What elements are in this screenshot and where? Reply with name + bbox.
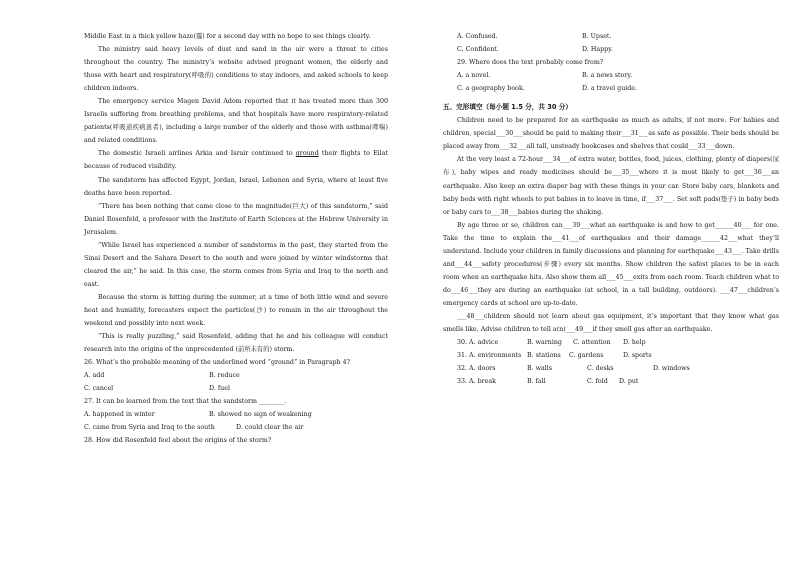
option: A. happened in winter	[84, 411, 155, 419]
airlines-text-rest: their flights to Eilat because of reduced visibility.	[84, 150, 388, 171]
option: C. Confident.	[457, 46, 499, 54]
option: B. showed no sign of weakening	[209, 411, 312, 419]
question-26-options-row1	[84, 369, 388, 382]
option: D. fuel	[209, 385, 230, 393]
paragraph-puzzling: “This is really puzzling,” said Rosenfeld, adding that he and his colleague will conduct research into the origins of the unprecedented (前所未有的) storm.	[84, 333, 388, 354]
option: D. sports	[623, 352, 652, 360]
option: D. help	[623, 339, 646, 347]
question-33-options	[443, 375, 779, 388]
option: A. a novel.	[457, 72, 491, 80]
paragraph-gas: ___48___children should not learn about gas equipment, it’s important that they know what gas smells like. Advise children to tell a(n)___49___if they smell gas after an earthquake.	[443, 312, 779, 334]
option: B. Upset.	[582, 33, 612, 40]
option: 31. A. environments	[457, 352, 522, 360]
option: B. a news story.	[582, 72, 633, 80]
paragraph-past-storms: “While Israel has experienced a number of sandstorms in the past, they started from the Sinai Desert and the Sahara Desert to the south and were joined by winter windstorms that cleared the air,” he said. In this case, the storm comes from Syria and Iraq to the north and east.	[84, 241, 388, 288]
option: D. windows	[653, 365, 690, 373]
option: D. Happy.	[582, 46, 613, 54]
option: B. warning	[527, 339, 562, 347]
option: C. attention	[573, 339, 611, 347]
question-30-options	[443, 336, 779, 349]
option: B. fall	[527, 378, 546, 386]
paragraph-forecast: Because the storm is hitting during the summer, at a time of both little wind and severe heat and humidity, forecasters expect the particles(沙) to remain in the air throughout the weekend and possibly into next week.	[84, 293, 388, 328]
question-28-options-row1	[443, 30, 779, 43]
option: B. stations	[527, 352, 561, 360]
option: C. came from Syria and Iraq to the south	[84, 424, 215, 432]
question-26: 26. What’s the probable meaning of the underlined word “ground” in Paragraph 4?	[84, 359, 350, 367]
paragraph-emergency-service: The emergency service Magen David Adom reported that it has treated more than 300 Israelis suffering from breathing problems, and that hospitals have more respiratory-related patients(呼吸道疾病患者), including a large number of the elderly and those with asthma(哮喘) and related conditions.	[84, 98, 388, 145]
option: B. walls	[527, 365, 553, 373]
paragraph-magnitude: “There has been nothing that came close to the magnitude(巨大) of this sandstorm,” said Daniel Rosenfeld, a professor with the Institute of Earth Sciences at the Hebrew University in Jerusalem.	[84, 202, 388, 236]
question-31-options	[443, 349, 779, 362]
option: C. gardens	[569, 352, 604, 360]
question-29: 29. Where does the text probably come from?	[457, 59, 604, 67]
paragraph-airlines	[84, 147, 388, 173]
paragraph-children-prepared: Children need to be prepared for an earthquake as much as adults, if not more. For babies and children, special___30___should be paid to making their___31___as safe as possible. Their beds should be placed away from___32___all tall, unsteady bookcases and shelves that could___33___down.	[443, 117, 779, 151]
section-title: 五、完形填空（每小题 1.5 分，共 30 分）	[443, 103, 572, 112]
option: C. desks	[587, 365, 614, 373]
question-28-options-row2	[443, 43, 779, 56]
paragraph-continued: Middle East in a thick yellow haze(霾) for a second day with no hope to see things clearly.	[84, 33, 371, 40]
option: D. a travel guide.	[582, 85, 638, 93]
option: D. put	[619, 378, 639, 386]
option: C. a geography book.	[457, 85, 525, 93]
option: B. reduce	[209, 372, 240, 380]
question-26-options-row2	[84, 382, 388, 395]
question-32-options	[443, 362, 779, 375]
question-27-options-row1	[84, 408, 388, 421]
airlines-text: The domestic Israeli airlines Arkia and Israir continued to	[98, 150, 296, 158]
right-column	[443, 30, 779, 388]
question-27: 27. It can be learned from the text that the sandstorm ________.	[84, 398, 287, 406]
option: C. cancel	[84, 385, 114, 393]
option: 32. A. doors	[457, 365, 496, 373]
question-29-options-row2	[443, 82, 779, 95]
option: A. add	[84, 372, 105, 380]
question-27-options-row2	[84, 421, 388, 434]
option: D. could clear the air	[236, 424, 304, 432]
underlined-word-ground: ground	[295, 150, 319, 158]
paragraph-countries: The sandstorm has affected Egypt, Jordan, Israel, Lebanon and Syria, where at least five deaths have been reported.	[84, 176, 388, 197]
option: 33. A. break	[457, 378, 496, 386]
option: A. Confused.	[457, 33, 498, 40]
option: C. fold	[587, 378, 608, 386]
left-column	[84, 30, 388, 448]
question-28: 28. How did Rosenfeld feel about the origins of the storm?	[84, 437, 272, 445]
paragraph-age-three: By age three or so, children can___39___what an earthquake is and how to get______40___ for one. Take the time to explain the___41___of earthquakes and their damage______42___what they’ll understand. Include your children in family discussions and planning for earthquake___43___. Take drills and___44___safety procedures(步骤) every six months. Show children the safest places to be in each room when an earthquake hits. Also show them all___45___exits from each room. Teach children what to do___46___they are during an earthquake (at school, in a tall building, outdoors). ___47___children’s emergency cards at school are up-to-date.	[443, 221, 779, 307]
paragraph-supplies: At the very least a 72-hour___34___of extra water, bottles, food, juices, clothing, plenty of diapers(尿布), baby wipes and ready medicines should be___35___where it is most likely to get___36___an earthquake. Also keep an extra diaper bag with these things in your car. Store baby cars, blankets and baby beds with right wheels to put babies in to leave in time, if___37___. Set soft pads(垫子) in baby beds or baby cars to___38___babies during the shaking.	[443, 156, 780, 216]
question-29-options-row1	[443, 69, 779, 82]
option: 30. A. advice	[457, 339, 499, 347]
paragraph-ministry: The ministry said heavy levels of dust and sand in the air were a threat to cities throughout the country. The ministry’s website advised pregnant women, the elderly and those with heart and respiratory(呼吸的) conditions to stay indoors, and asked schools to keep children indoors.	[84, 46, 388, 93]
